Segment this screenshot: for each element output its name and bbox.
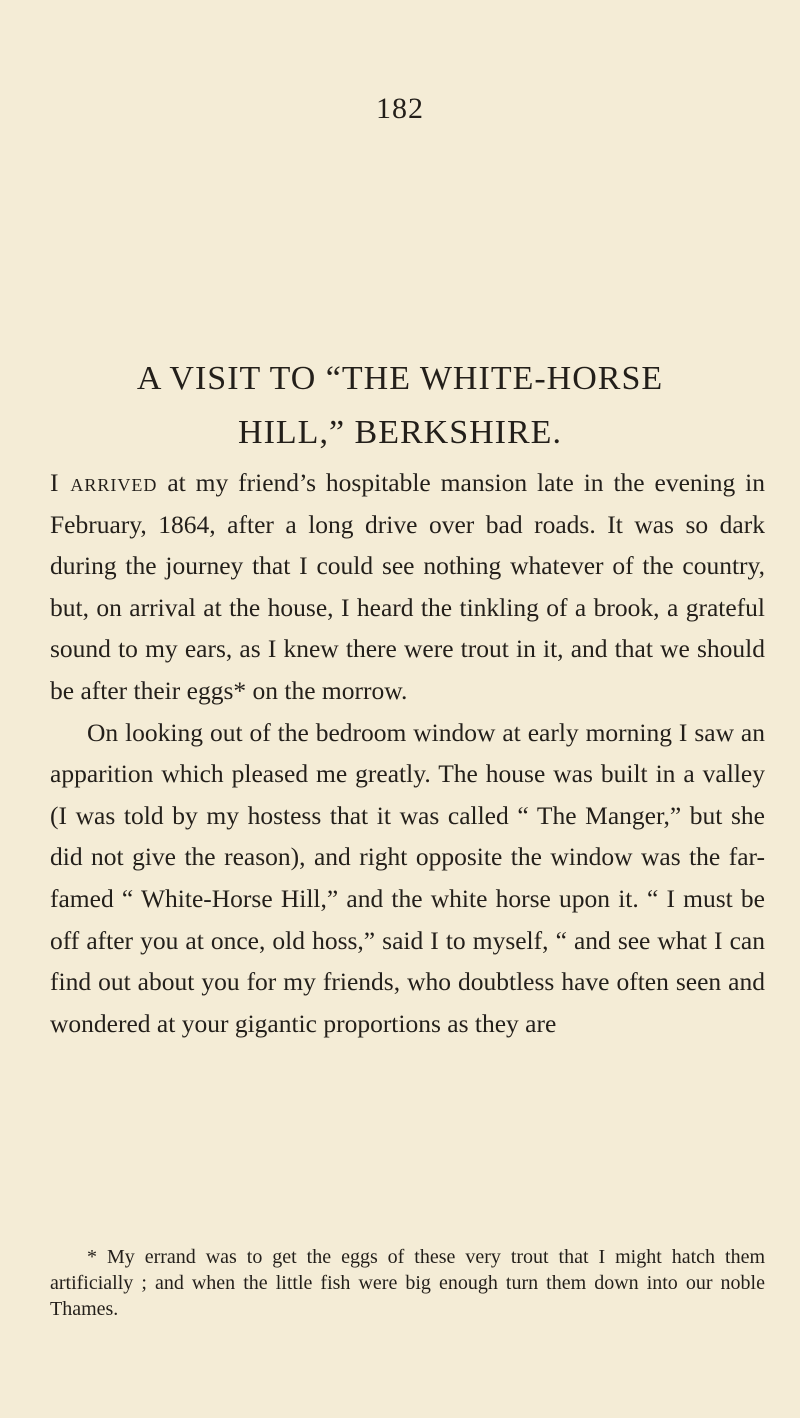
paragraph-2: On looking out of the bedroom window at early morning I saw an apparition which pleased me greatly. The house was built in a valley (I was told by my hostess that it was called “ The Manger,” but she did not give the reason), and right opposite the window was the far-famed “ White-Horse Hill,” and the white horse upon it. “ I must be off after you at once, old hoss,” said I to myself, “ and see what I can find out about you for my friends, who doubtless have often seen and wondered at your gigantic proportions as they are: [50, 717, 765, 1038]
body-text: [50, 462, 765, 1044]
chapter-title: [60, 352, 740, 460]
paragraph-1-text: at my friend’s hospitable mansion late in the evening in February, 1864, after a long drive over bad roads. It was so dark during the journey that I could see nothing whatever of the country, but, on arrival at the house, I heard the tinkling of a brook, a grateful sound to my ears, as I knew there were trout in it, and that we should be after their eggs* on the morrow.: [50, 468, 765, 705]
page-number: 182: [376, 92, 424, 125]
footnote: * My errand was to get the eggs of these very trout that I might hatch them artificially ; and when the little fish were big enough turn them down into our noble Thames.: [50, 1246, 765, 1320]
paragraph-1-lead: I arrived: [50, 468, 158, 497]
chapter-title-line-1: A VISIT TO “THE WHITE-HORSE: [136, 360, 664, 397]
paragraph-1: [50, 462, 765, 712]
chapter-title-line-2: HILL,” BERKSHIRE.: [238, 414, 562, 451]
